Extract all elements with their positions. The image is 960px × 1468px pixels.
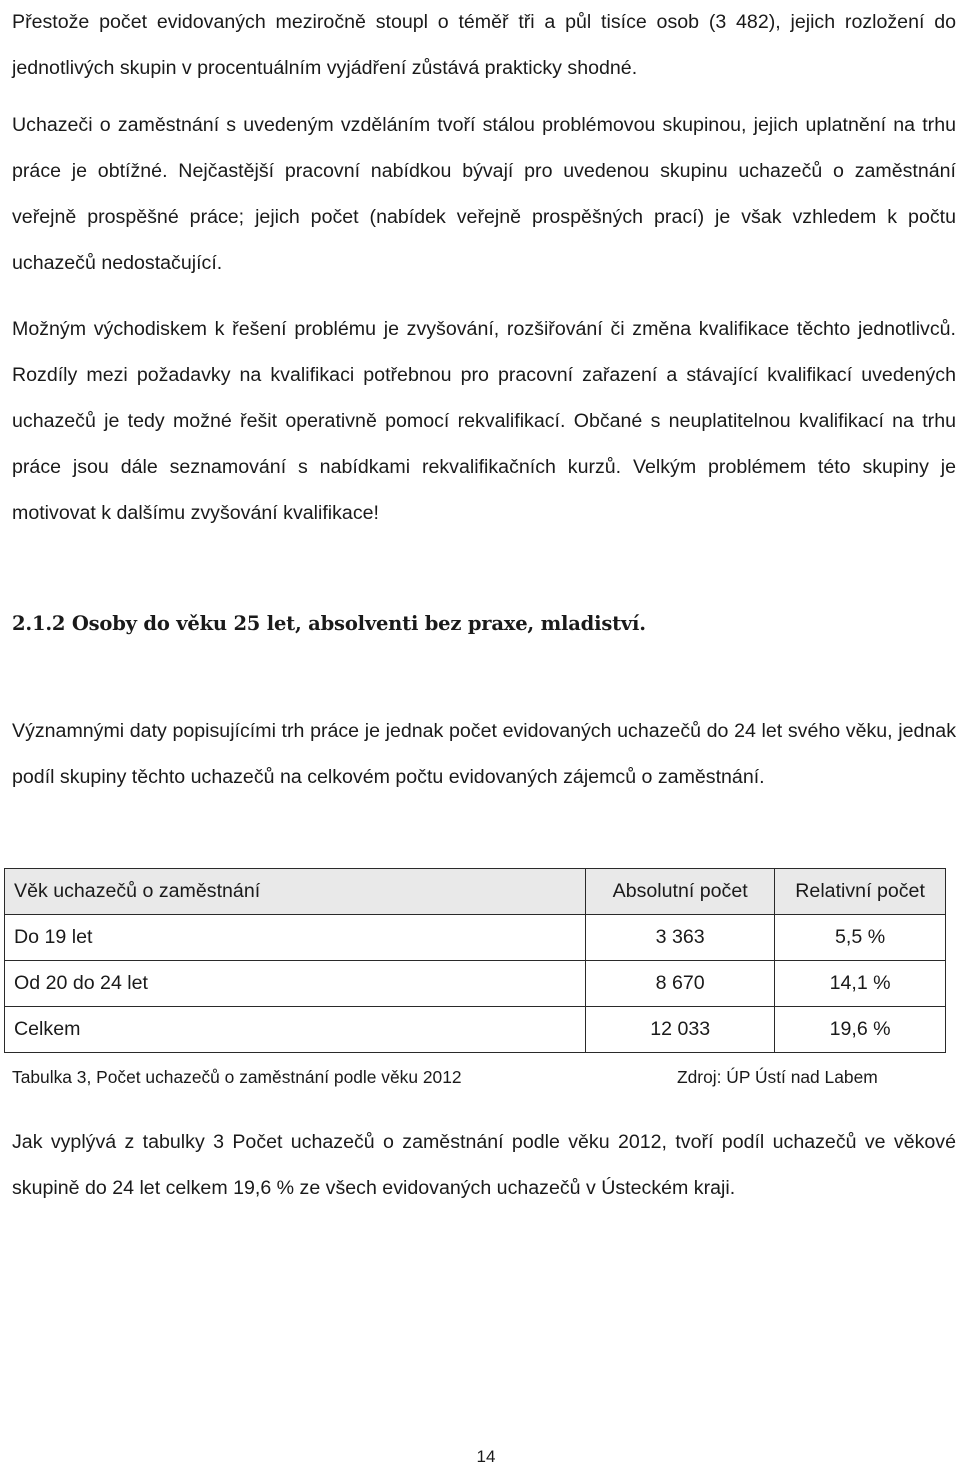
table-cell: 5,5 % [775, 915, 946, 961]
paragraph-labor-market-data: Významnými daty popisujícími trh práce je jednak počet evidovaných uchazečů do 24 let svého věku, jednak podíl skupiny těchto uchazečů na celkovém počtu evidovaných zájemců o zaměstnání. [12, 720, 956, 788]
table-header-cell: Absolutní počet [586, 869, 775, 915]
table-row [5, 915, 946, 961]
paragraph-requalification: Možným východiskem k řešení problému je zvyšování, rozšiřování či změna kvalifikace těchto jednotlivců. Rozdíly mezi požadavky na kvalifikaci potřebnou pro pracovní zařazení a stávající kvalifikací uvedených uchazečů je tedy možné řešit operativně pomocí rekvalifikací. Občané s neuplatitelnou kvalifikací na trhu práce jsou dále seznamování s nabídkami rekvalifikačních kurzů. Velkým problémem této skupiny je motivovat k dalšímu zvyšování kvalifikace! [12, 318, 956, 524]
section-heading: 2.1.2 Osoby do věku 25 let, absolventi bez praxe, mladiství. [12, 612, 646, 635]
table-source: Zdroj: ÚP Ústí nad Labem [677, 1067, 878, 1087]
table-header-row [5, 869, 946, 915]
table-cell: 19,6 % [775, 1007, 946, 1053]
table-cell: 3 363 [586, 915, 775, 961]
table-cell: Do 19 let [5, 915, 586, 961]
table-row [5, 961, 946, 1007]
table-row [5, 1007, 946, 1053]
table-cell: 12 033 [586, 1007, 775, 1053]
paragraph-problem-group: Uchazeči o zaměstnání s uvedeným vzděláním tvoří stálou problémovou skupinou, jejich uplatnění na trhu práce je obtížné. Nejčastější pracovní nabídkou bývají pro uvedenou skupinu uchazečů o zaměstnání veřejně prospěšné práce; jejich počet (nabídek veřejně prospěšných prací) je však vzhledem k počtu uchazečů nedostačující. [12, 114, 956, 274]
table-cell: 8 670 [586, 961, 775, 1007]
table-header-cell: Relativní počet [775, 869, 946, 915]
page-number: 14 [476, 1447, 496, 1466]
table-cell: Celkem [5, 1007, 586, 1053]
table-caption: Tabulka 3, Počet uchazečů o zaměstnání podle věku 2012 [12, 1067, 462, 1087]
applicants-by-age-table [4, 868, 946, 1053]
table-cell: Od 20 do 24 let [5, 961, 586, 1007]
paragraph-evidence-growth: Přestože počet evidovaných meziročně stoupl o téměř tři a půl tisíce osob (3 482), jejich rozložení do jednotlivých skupin v procentuálním vyjádření zůstává prakticky shodné. [12, 11, 956, 79]
paragraph-conclusion: Jak vyplývá z tabulky 3 Počet uchazečů o zaměstnání podle věku 2012, tvoří podíl uchazečů ve věkové skupině do 24 let celkem 19,6 % ze všech evidovaných uchazečů v Ústeckém kraji. [12, 1131, 956, 1199]
table-cell: 14,1 % [775, 961, 946, 1007]
table-header-cell: Věk uchazečů o zaměstnání [5, 869, 586, 915]
